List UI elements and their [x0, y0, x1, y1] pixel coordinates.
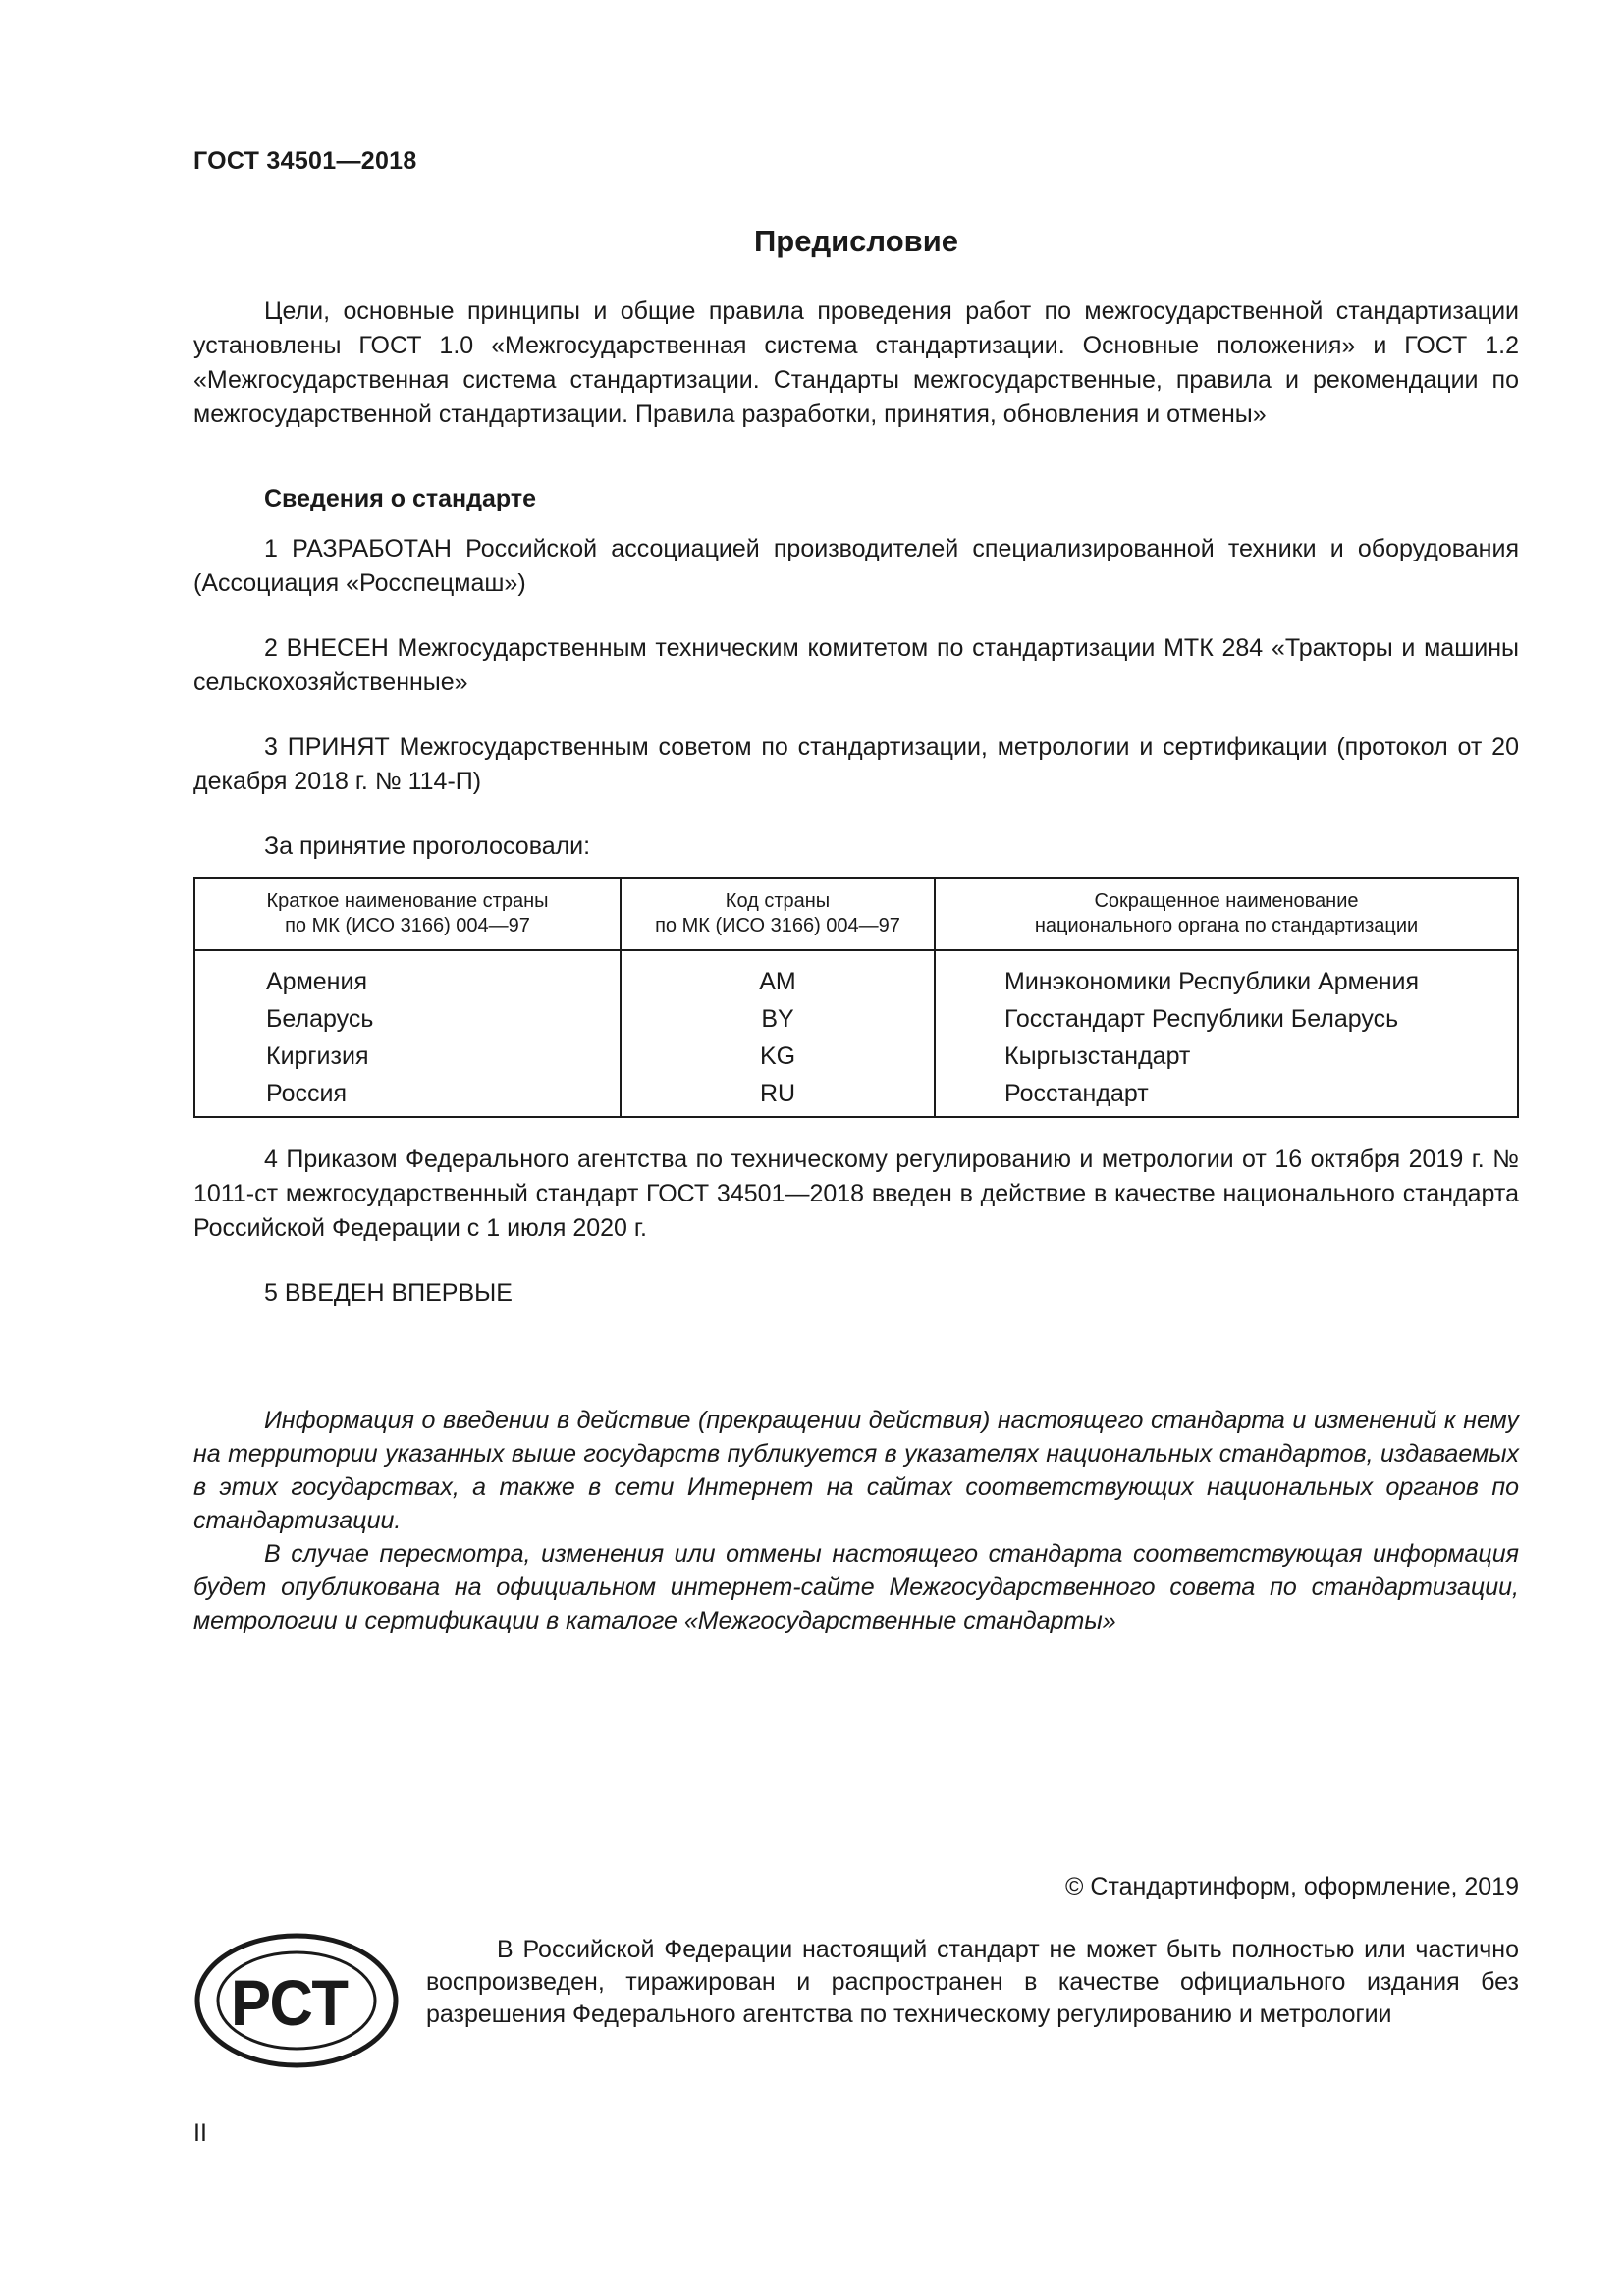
note-revision: В случае пересмотра, изменения или отмены настоящего стандарта соответствующая информация будет опубликована на официальном интернет-сайте Межгосударственного совета по стандартизации, метрологии и сертификации в каталоге «Межгосударственные стандарты» — [193, 1540, 1519, 1634]
rst-logo-text: РСТ — [231, 1966, 349, 2039]
body-cell: Росстандарт — [935, 1075, 1518, 1117]
header-line: Сокращенное наименование — [1094, 890, 1359, 912]
item5-block — [193, 1276, 1519, 1310]
body-cell: Кыргызстандарт — [935, 1038, 1518, 1075]
country-cell: Беларусь — [194, 1000, 621, 1038]
info-heading-block — [264, 485, 1519, 513]
note-info: Информация о введении в действие (прекращении действия) настоящего стандарта и изменений к нему на территории указанных выше государств публикуется в указателях национальных стандартов, издаваемых в этих государствах, а также в сети Интернет на сайтах соответствующих национальных органов по стандартизации. — [193, 1407, 1519, 1534]
code-cell: KG — [621, 1038, 935, 1075]
copyright-line: © Стандартинформ, оформление, 2019 — [1065, 1873, 1519, 1900]
notes-block — [193, 1404, 1519, 1637]
item3-block — [193, 730, 1519, 799]
country-cell: Армения — [194, 950, 621, 1000]
item-4: 4 Приказом Федерального агентства по техническому регулированию и метрологии от 16 октября 2019 г. № 1011-ст межгосударственный стандарт ГОСТ 34501—2018 введен в действие в качестве национального стандарта Российской Федерации с 1 июля 2020 г. — [193, 1146, 1519, 1242]
header-line: Краткое наименование страны — [266, 890, 549, 912]
item-5: 5 ВВЕДЕН ВПЕРВЫЕ — [264, 1279, 513, 1307]
page-title: Предисловие — [753, 224, 958, 258]
header-line: по МК (ИСО 3166) 004—97 — [655, 915, 900, 936]
intro-block — [193, 294, 1519, 432]
country-cell: Киргизия — [194, 1038, 621, 1075]
body-cell: Госстандарт Республики Беларусь — [935, 1000, 1518, 1038]
table-row — [194, 1038, 1518, 1075]
code-cell: AM — [621, 950, 935, 1000]
item4-block — [193, 1143, 1519, 1246]
intro-paragraph: Цели, основные принципы и общие правила проведения работ по межгосударственной стандартизации установлены ГОСТ 1.0 «Межгосударственная система стандартизации. Основные положения» и ГОСТ 1.2 «Межгосударственная система стандартизации. Стандарты межгосударственные, правила и рекомендации по межгосударственной стандартизации. Правила разработки, принятия, обновления и отмены» — [193, 297, 1519, 428]
item-2: 2 ВНЕСЕН Межгосударственным техническим комитетом по стандартизации МТК 284 «Тракторы и машины сельскохозяйственные» — [193, 634, 1519, 696]
page-number: II — [193, 2119, 207, 2147]
voted-block — [193, 829, 1519, 864]
table-row — [194, 1000, 1518, 1038]
table-header-country — [194, 878, 621, 950]
item-1: 1 РАЗРАБОТАН Российской ассоциацией производителей специализированной техники и оборудования (Ассоциация «Росспецмаш») — [193, 535, 1519, 597]
table-row — [194, 950, 1518, 1000]
reproduction-notice — [426, 1934, 1519, 2031]
header-line: Код страны — [725, 890, 831, 912]
rst-logo-graphic — [193, 1932, 400, 2069]
header-line: национального органа по стандартизации — [1034, 915, 1419, 936]
item2-block — [193, 631, 1519, 700]
document-id-header: ГОСТ 34501—2018 — [193, 147, 417, 175]
code-cell: BY — [621, 1000, 935, 1038]
header-line: по МК (ИСО 3166) 004—97 — [285, 915, 530, 936]
code-cell: RU — [621, 1075, 935, 1117]
voting-table — [193, 877, 1519, 1118]
info-heading: Сведения о стандарте — [264, 485, 537, 512]
item1-block — [193, 532, 1519, 601]
body-cell: Минэкономики Республики Армения — [935, 950, 1518, 1000]
rst-logo-icon — [193, 1932, 400, 2069]
table-header-row — [194, 878, 1518, 950]
table-row — [194, 1075, 1518, 1117]
item-3: 3 ПРИНЯТ Межгосударственным советом по стандартизации, метрологии и сертификации (протокол от 20 декабря 2018 г. № 114-П) — [193, 733, 1519, 795]
country-cell: Россия — [194, 1075, 621, 1117]
table-header-code — [621, 878, 935, 950]
notice-text: В Российской Федерации настоящий стандарт не может быть полностью или частично воспроизведен, тиражирован и распространен в качестве официального издания без разрешения Федерального агентства по техническому регулированию и метрологии — [426, 1936, 1519, 2028]
table-header-body — [935, 878, 1518, 950]
voting-table-block — [193, 877, 1519, 1118]
voted-label: За принятие проголосовали: — [264, 832, 591, 860]
